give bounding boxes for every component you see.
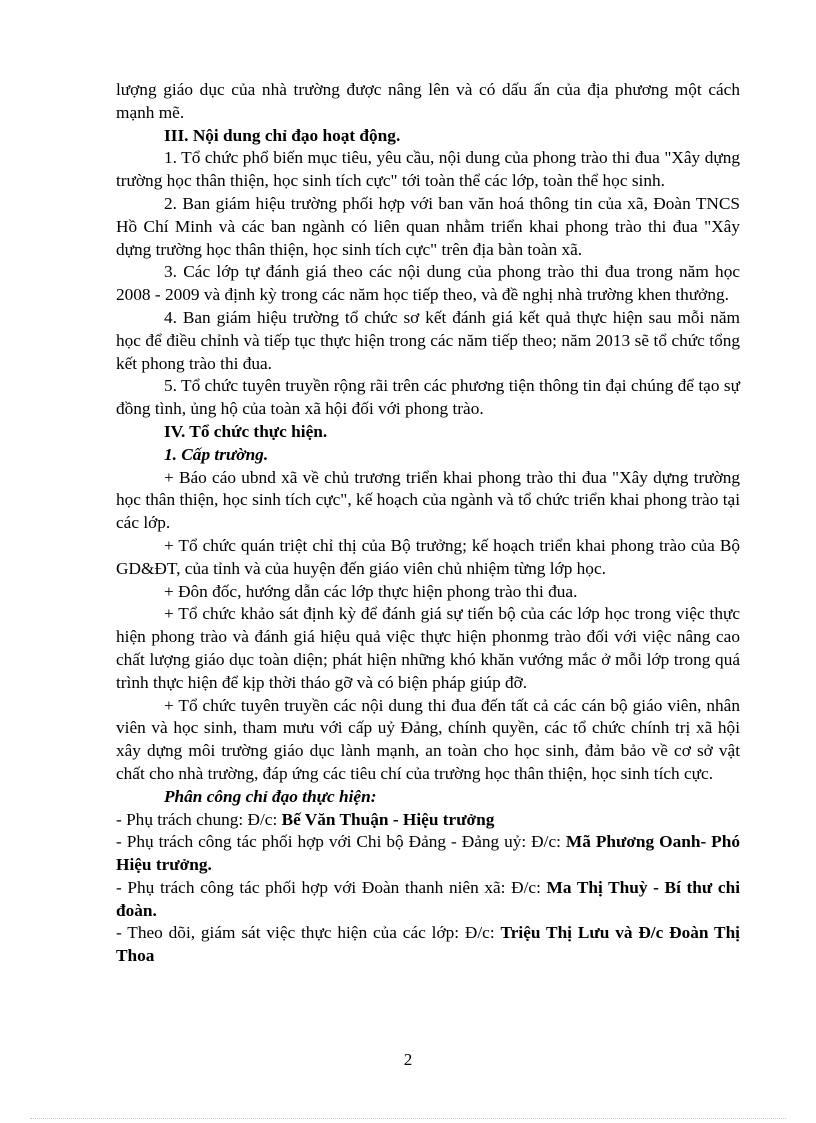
task-item-3: + Đôn đốc, hướng dẫn các lớp thực hiện phong trào thi đua. [164, 581, 578, 601]
assignment-item [116, 831, 740, 877]
document-body [116, 79, 740, 968]
assignment-role: - Phụ trách chung: Đ/c: [116, 809, 282, 829]
task-item-1: + Báo cáo ubnd xã về chủ trương triển khai phong trào thi đua "Xây dựng trường học thân thiện, học sinh tích cực", kế hoạch của ngành và tổ chức triển khai phong trào tại các lớp. [116, 467, 740, 533]
content-item-4: 4. Ban giám hiệu trường tổ chức sơ kết đánh giá kết quả thực hiện sau mỗi năm học để điều chỉnh và tiếp tục thực hiện trong các năm tiếp theo; năm 2013 sẽ tổ chức tổng kết phong trào thi đua. [116, 307, 740, 373]
assignment-item [116, 809, 740, 832]
task-item-2: + Tổ chức quán triệt chỉ thị của Bộ trưởng; kế hoạch triển khai phong trào của Bộ GD&ĐT, của tỉnh và của huyện đến giáo viên chủ nhiệm từng lớp học. [116, 535, 740, 578]
intro-paragraph: lượng giáo dục của nhà trường được nâng lên và có dấu ấn của địa phương một cách mạnh mẽ. [116, 80, 740, 122]
assignment-person: Mã Phương Oanh- Phó Hiệu trưởng. [116, 832, 740, 875]
content-item-2: 2. Ban giám hiệu trường phối hợp với ban văn hoá thông tin của xã, Đoàn TNCS Hồ Chí Minh và các ban ngành có liên quan nhằm triển khai phong trào thi đua "Xây dựng trường học thân thiện, học sinh tích cực" trên địa bàn toàn xã. [116, 193, 740, 259]
assignment-item [116, 877, 740, 923]
assignment-person: Triệu Thị Lưu và Đ/c Đoàn Thị Thoa [116, 923, 740, 966]
assignment-person: Bế Văn Thuận - Hiệu trưởng [281, 809, 495, 829]
assignment-role: - Phụ trách công tác phối hợp với Chi bộ Đảng - Đảng uỷ: Đ/c: [116, 832, 566, 852]
content-item-3: 3. Các lớp tự đánh giá theo các nội dung của phong trào thi đua trong năm học 2008 - 2009 và định kỳ trong các năm học tiếp theo, và đề nghị nhà trường khen thưởng. [116, 262, 740, 305]
page-number: 2 [403, 1050, 413, 1069]
task-item-4: + Tổ chức khảo sát định kỳ để đánh giá sự tiến bộ của các lớp học trong việc thực hiện phong trào và đánh giá hiệu quả việc thực hiện phonmg trào đối với việc nâng cao chất lượng giáo dục toàn diện; phát hiện những khó khăn vướng mắc ở mỗi lớp trong quá trình thực hiện để kịp thời tháo gỡ và có biện pháp giúp đỡ. [116, 604, 740, 692]
content-item-5: 5. Tổ chức tuyên truyền rộng rãi trên các phương tiện thông tin đại chúng để tạo sự đồng tình, ủng hộ của toàn xã hội đối với phong trào. [116, 376, 740, 419]
assignment-heading: Phân công chỉ đạo thực hiện: [164, 786, 377, 806]
section-heading-iv: IV. Tổ chức thực hiện. [164, 421, 328, 441]
assignment-role: - Theo dõi, giám sát việc thực hiện của các lớp: Đ/c: [116, 923, 501, 943]
assignment-role: - Phụ trách công tác phối hợp với Đoàn thanh niên xã: Đ/c: [116, 877, 547, 897]
section-heading-iii: III. Nội dung chỉ đạo hoạt động. [164, 125, 401, 145]
page-bottom-divider [30, 1118, 786, 1119]
assignment-item [116, 922, 740, 968]
task-item-5: + Tổ chức tuyên truyền các nội dung thi đua đến tất cả các cán bộ giáo viên, nhân viên và học sinh, tham mưu với cấp uỷ Đảng, chính quyền, các tổ chức chính trị xã hội xây dựng môi trường giáo dục lành mạnh, an toàn cho học sinh, đảm bảo về cơ sở vật chất cho nhà trường, đáp ứng các tiêu chí của trường học thân thiện, học sinh tích cực. [116, 695, 740, 783]
assignment-person: Ma Thị Thuỳ - Bí thư chi đoàn. [116, 877, 741, 920]
subsection-heading-school-level: 1. Cấp trường. [164, 444, 269, 464]
content-item-1: 1. Tổ chức phổ biến mục tiêu, yêu cầu, nội dung của phong trào thi đua "Xây dựng trường học thân thiện, học sinh tích cực" tới toàn thể các lớp, toàn thể học sinh. [116, 148, 740, 191]
